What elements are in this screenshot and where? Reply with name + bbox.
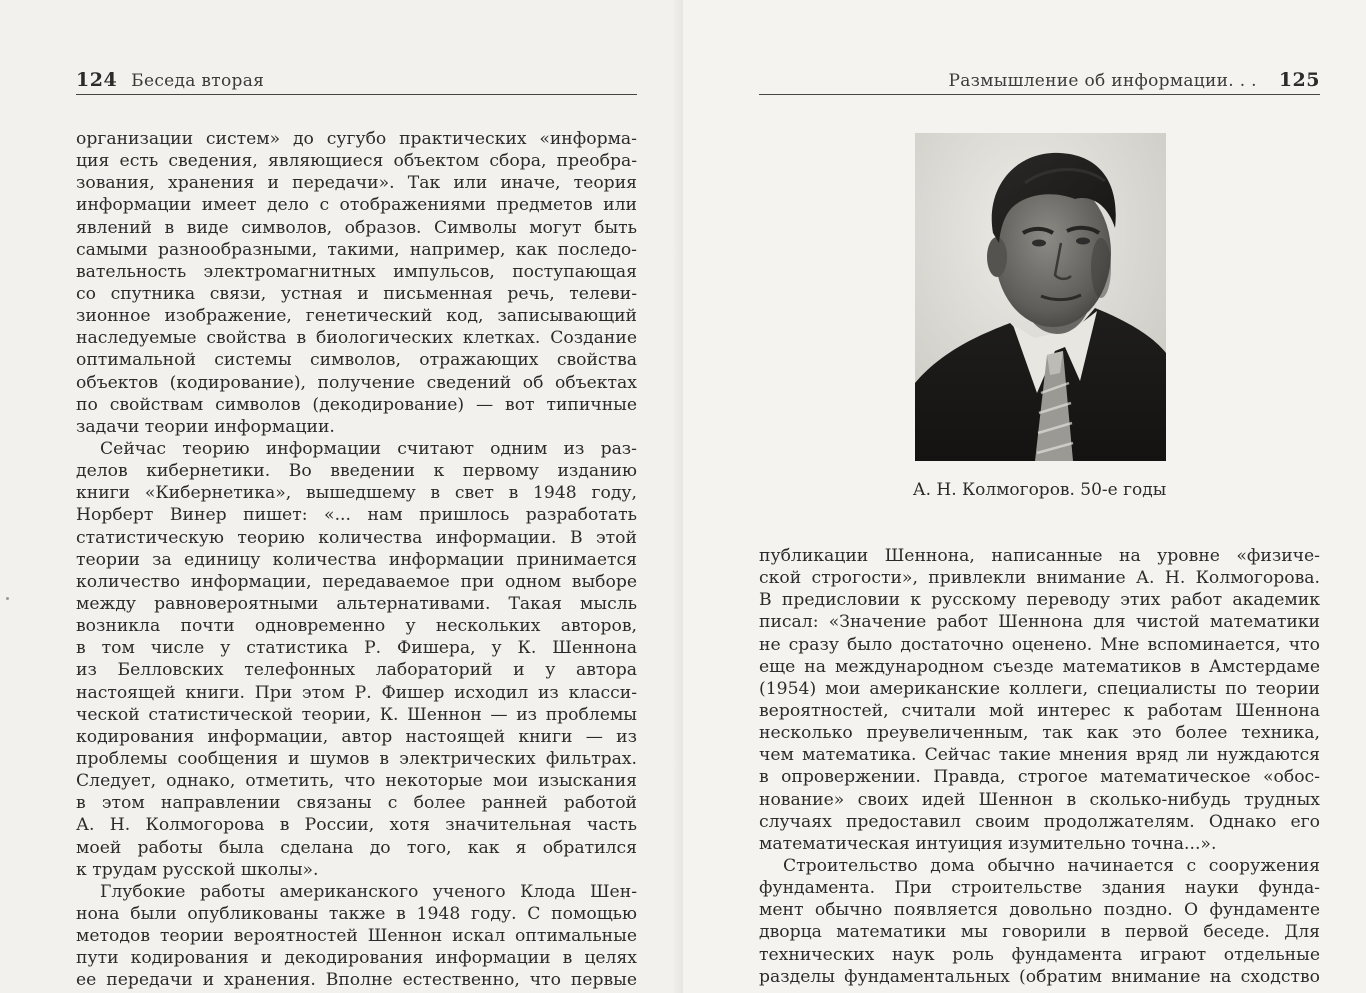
text-line: (1954) мои американские коллеги, специалисты по теории (759, 678, 1320, 699)
text-line: вероятностей, считали мой интерес к работам Шеннона (759, 700, 1320, 721)
text-line: Строительство дома обычно начинается с сооружения (783, 855, 1320, 876)
scan-speck (6, 597, 9, 600)
text-line: математическая интуиция изумительно точна...». (759, 833, 1217, 854)
text-line: чем математика. Сейчас такие мнения вряд ли нуждаются (759, 745, 1320, 766)
text-line: между равновероятными альтернативами. Такая мысль (76, 593, 637, 614)
text-line: в опровержении. Правда, строгое математическое «обос- (759, 767, 1320, 788)
text-line: Сейчас теорию информации считают одним из раз- (100, 438, 637, 459)
page-number-left: 124 (76, 69, 118, 91)
text-line: А. Н. Колмогорова в России, хотя значительная часть (76, 815, 637, 836)
text-line: публикации Шеннона, написанные на уровне «физиче- (759, 546, 1320, 566)
text-line: Норберт Винер пишет: «... нам пришлось разработать (76, 505, 637, 526)
body-text-left (76, 128, 637, 991)
text-line: технических наук роль фундамента играют отдельные (759, 944, 1320, 965)
text-line: в этом направлении связаны с более ранней работой (76, 793, 637, 814)
text-line: теории за единицу количества информации принимается (76, 549, 637, 570)
text-line: нование» своих идей Шеннон в сколько-нибудь трудных (759, 789, 1320, 810)
text-line: кодирования информации, автор настоящей книги — из (76, 726, 637, 747)
text-line: фундамента. При строительстве здания науки фунда- (759, 878, 1320, 899)
right-page (683, 0, 1366, 993)
text-line: зионное изображение, генетический код, записывающий (76, 306, 637, 327)
text-line: нона были опубликованы также в 1948 году. С помощью (76, 903, 637, 924)
text-line: оптимальной системы символов, отражающих свойства (76, 350, 637, 371)
portrait-illustration (915, 133, 1166, 461)
text-line: книги «Кибернетика», вышедшему в свет в 1948 году, (76, 483, 637, 504)
running-head-title-right: Размышление об информации. . . (948, 71, 1257, 91)
text-line: из Белловских телефонных лабораторий и у автора (76, 660, 637, 681)
text-line: настоящей книги. При этом Р. Фишер исходил из класси- (76, 682, 637, 703)
text-line: наследуемые свойства в биологических клетках. Создание (76, 328, 637, 349)
text-line: организации систем» до сугубо практических «информа- (76, 129, 637, 149)
text-line: пути кодирования и декодирования информации в целях (76, 948, 637, 969)
photo-caption: А. Н. Колмогоров. 50-е годы (912, 480, 1167, 500)
text-line: вательность электромагнитных импульсов, поступающая (76, 261, 637, 282)
text-line: зования, хранения и передачи». Так или иначе, теория (76, 173, 637, 194)
text-line: методов теории вероятностей Шеннон искал оптимальные (76, 926, 637, 947)
text-line: Следует, однако, отметить, что некоторые мои изыскания (76, 771, 637, 792)
text-line: еще на международном съезде математиков в Амстердаме (759, 656, 1320, 677)
text-line: со спутника связи, устная и письменная речь, телеви- (76, 283, 637, 304)
body-text-right (759, 545, 1320, 988)
text-line: ее передачи и хранения. Вполне естественно, что первые (76, 970, 637, 991)
text-line: Глубокие работы американского ученого Клода Шен- (100, 881, 637, 902)
text-line: самыми разнообразными, такими, например, как последо- (76, 239, 637, 260)
text-line: информации имеет дело с отображениями предметов или (76, 195, 637, 216)
text-line: статистическую теорию количества информации. В этой (76, 527, 637, 548)
running-head-right (759, 66, 1320, 95)
text-line: к трудам русской школы». (76, 859, 319, 880)
text-line: писал: «Значение работ Шеннона для чистой математики (759, 612, 1320, 633)
text-line: случаях предоставил своим продолжателям. Однако его (759, 811, 1320, 832)
text-line: разделы фундаментальных (обратим внимание на сходство (759, 966, 1320, 987)
text-line: ческой статистической теории, К. Шеннон — из проблемы (76, 704, 637, 725)
running-head-left (76, 66, 637, 95)
text-line: задачи теории информации. (76, 416, 335, 437)
text-line: возникла почти одновременно у нескольких авторов, (76, 616, 637, 637)
text-line: дворца математики мы говорили в первой беседе. Для (759, 922, 1320, 943)
text-line: ской строгости», привлекли внимание А. Н. Колмогорова. (759, 568, 1320, 589)
text-line: ция есть сведения, являющиеся объектом сбора, преобра- (76, 151, 637, 172)
running-head-title-left: Беседа вторая (131, 71, 265, 91)
text-line: В предисловии к русскому переводу этих работ академик (759, 590, 1320, 611)
text-line: в том числе у статистика Р. Фишера, у К. Шеннона (76, 638, 637, 659)
text-line: мент обычно появляется довольно поздно. О фундаменте (759, 900, 1320, 921)
text-line: делов кибернетики. Во введении к первому изданию (76, 461, 637, 482)
text-line: проблемы сообщения и шумов в электрических фильтрах. (76, 748, 637, 769)
text-line: несколько преувеличенным, так как это более техника, (759, 723, 1320, 744)
text-line: моей работы была сделана до того, как я обратился (76, 837, 637, 858)
text-line: не сразу было достаточно оценено. Мне вспоминается, что (759, 634, 1320, 655)
text-line: объектов (кодирование), получение сведений об объектах (76, 372, 637, 393)
text-line: количество информации, передаваемое при одном выборе (76, 571, 637, 592)
text-line: по свойствам символов (декодирование) — вот типичные (76, 394, 637, 415)
page-number-right: 125 (1278, 69, 1320, 91)
portrait-photo (915, 133, 1166, 461)
text-line: явлений в виде символов, образов. Символы могут быть (76, 217, 637, 238)
